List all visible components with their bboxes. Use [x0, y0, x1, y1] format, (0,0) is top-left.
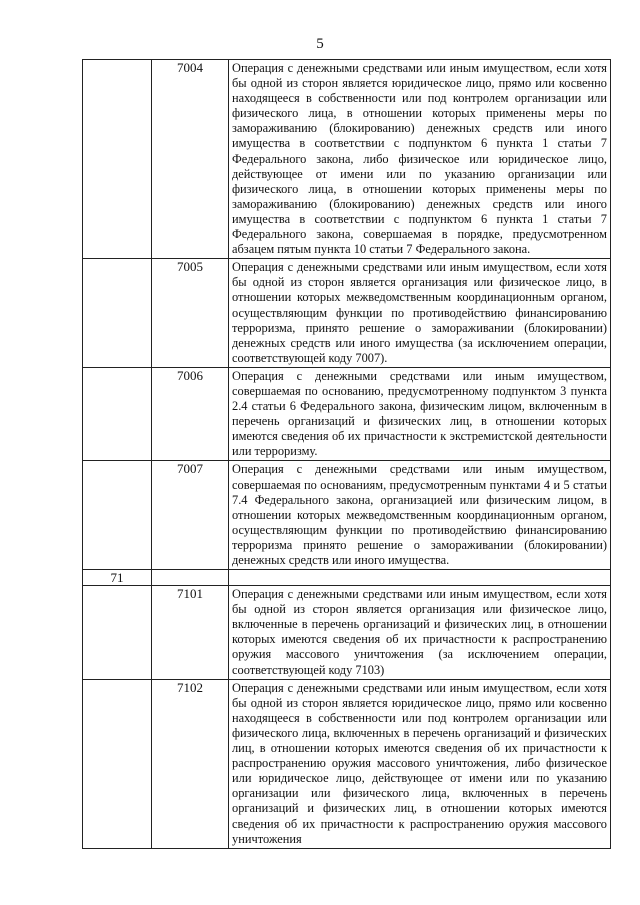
- table-row: [83, 461, 611, 570]
- operation-description-cell: [229, 586, 611, 680]
- operations-table: [82, 59, 611, 849]
- operation-code-cell: 7004: [152, 60, 229, 259]
- operation-code-cell: [152, 570, 229, 586]
- operation-description: Операция с денежными средствами или иным имуществом, если хотя бы одной из сторон является организация или физическое лицо, включенные в перечень организаций и физических лиц, в отношении которых имеются сведения об их причастности к распространению оружия массового уничтожения (за исключением операции, соответствующей коду 7103): [232, 587, 607, 677]
- group-code-cell: [83, 679, 152, 848]
- table-body: [83, 60, 611, 849]
- table-row: [83, 367, 611, 461]
- operation-description: Операция с денежными средствами или иным имуществом, если хотя бы одной из сторон является юридическое лицо, прямо или косвенно находящееся в собственности или под контролем организации или физического лица, включенных в перечень организаций и физических лиц, в отношении которых имеются сведения об их причастности к распространению оружия массового уничтожения, либо физическое или юридическое лицо, действующее от имени или по указанию организации или физического лица, включенных в перечень организаций и физических лиц, в отношении которых имеются сведения об их причастности к распространению оружия массового уничтожения: [232, 680, 607, 846]
- table-row: [83, 259, 611, 368]
- operation-code-cell: 7101: [152, 586, 229, 680]
- operation-code-cell: 7007: [152, 461, 229, 570]
- operation-description-cell: [229, 259, 611, 368]
- table-row: [83, 586, 611, 680]
- operation-description-cell: [229, 570, 611, 586]
- table-group-row: [83, 570, 611, 586]
- operation-description-cell: [229, 679, 611, 848]
- operation-description-cell: [229, 461, 611, 570]
- operation-description: Операция с денежными средствами или иным имуществом, совершаемая по основаниям, предусмотренным пунктами 4 и 5 статьи 7.4 Федерального закона, организацией или физическим лицом, в отношении которых межведомственным координационным органом, осуществляющим функции по противодействию финансированию терроризма принято решение о замораживании (блокировании) денежных средств или иного имущества.: [232, 462, 607, 567]
- operation-code-cell: 7102: [152, 679, 229, 848]
- group-code-cell: 71: [83, 570, 152, 586]
- table-row: [83, 679, 611, 848]
- group-code-cell: [83, 461, 152, 570]
- operation-description-cell: [229, 60, 611, 259]
- table-row: [83, 60, 611, 259]
- page-number: 5: [316, 36, 324, 52]
- group-code-cell: [83, 586, 152, 680]
- group-code-cell: [83, 259, 152, 368]
- operation-description-cell: [229, 367, 611, 461]
- group-code-cell: [83, 60, 152, 259]
- operation-description: Операция с денежными средствами или иным имуществом, если хотя бы одной из сторон является организация или физическое лицо, в отношении которых межведомственным координационным органом, осуществляющим функции по противодействию финансированию терроризма, принято решение о замораживании (блокировании) денежных средств или иного имущества (за исключением операции, соответствующей коду 7007).: [232, 260, 607, 365]
- operation-description: Операция с денежными средствами или иным имуществом, если хотя бы одной из сторон является юридическое лицо, прямо или косвенно находящееся в собственности или под контролем организации или физического лица, в отношении которых применены меры по замораживанию (блокированию) денежных средств или иного имущества в соответствии с подпунктом 6 пункта 1 статьи 7 Федерального закона, либо физическое или юридическое лицо, действующее от имени или по указанию организации или физического лица, в отношении которых применены меры по замораживанию (блокированию) денежных средств или иного имущества в соответствии с подпунктом 6 пункта 1 статьи 7 Федерального закона, совершаемая в порядке, предусмотренном абзацем пятым пункта 10 статьи 7 Федерального закона.: [232, 61, 607, 257]
- operation-code-cell: 7006: [152, 367, 229, 461]
- operation-description: Операция с денежными средствами или иным имуществом, совершаемая по основанию, предусмотренному подпунктом 3 пункта 2.4 статьи 6 Федерального закона, физическим лицом, включенным в перечень организаций и физических лиц, в отношении которых имеются сведения об их причастности к экстремистской деятельности или терроризму.: [232, 368, 607, 459]
- operation-code-cell: 7005: [152, 259, 229, 368]
- group-code-cell: [83, 367, 152, 461]
